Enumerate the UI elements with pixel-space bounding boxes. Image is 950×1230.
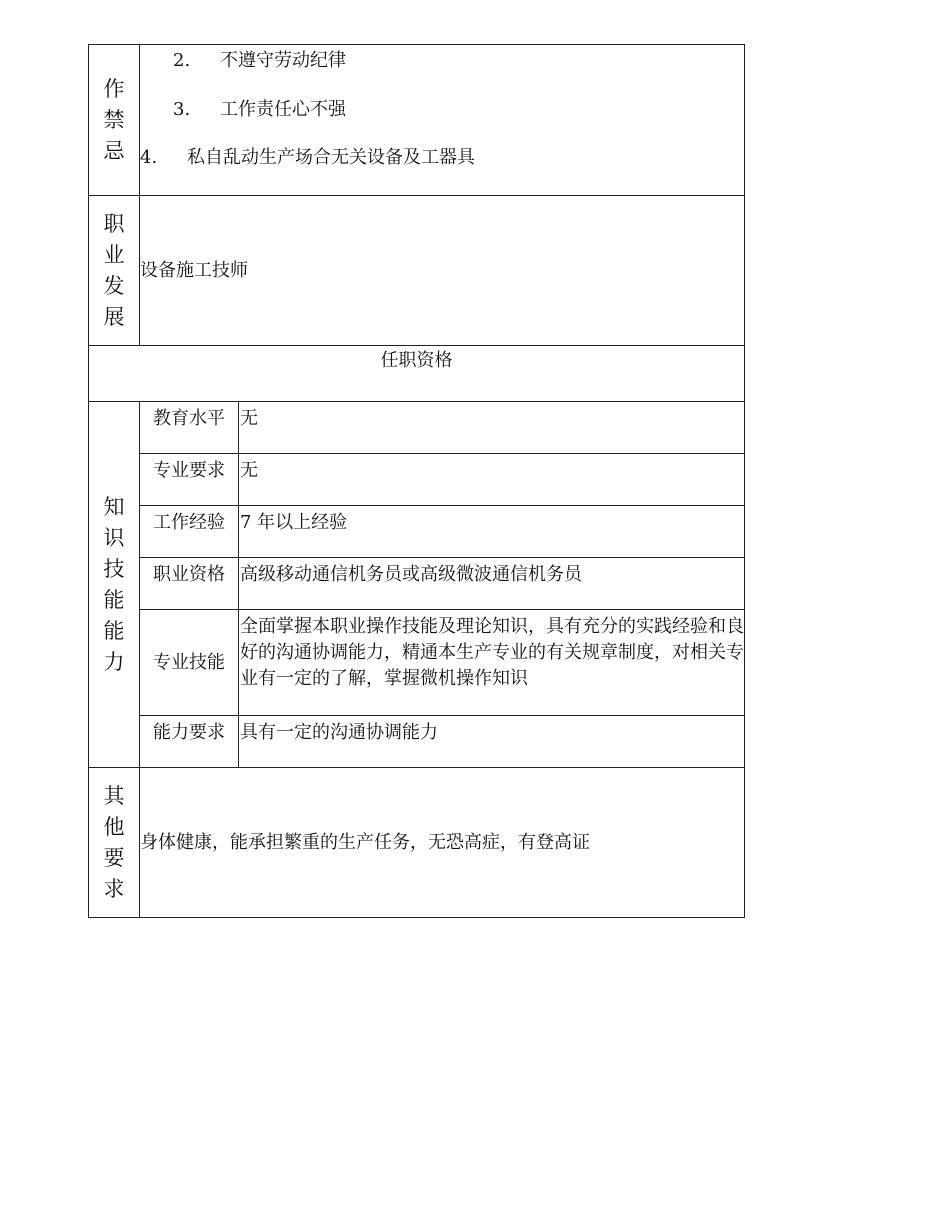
other-label: 其 他 要 求 bbox=[103, 783, 125, 901]
qualification-row bbox=[89, 506, 745, 558]
job-spec-table bbox=[88, 44, 745, 918]
education-value: 无 bbox=[239, 402, 745, 454]
taboo-item: 4. 私自乱动生产场合无关设备及工器具 bbox=[140, 147, 475, 168]
qualification-row bbox=[89, 610, 745, 716]
taboo-label-cell bbox=[89, 45, 140, 196]
ability-requirement-value: 具有一定的沟通协调能力 bbox=[239, 716, 745, 768]
qualification-row bbox=[89, 454, 745, 506]
major-requirement-label: 专业要求 bbox=[140, 454, 239, 506]
knowledge-skill-label-cell bbox=[89, 402, 140, 768]
education-label: 教育水平 bbox=[140, 402, 239, 454]
qualification-row bbox=[89, 558, 745, 610]
other-requirements-row bbox=[89, 768, 745, 918]
other-requirements-text: 身体健康，能承担繁重的生产任务，无恐高症，有登高证 bbox=[140, 768, 745, 918]
qualification-row bbox=[89, 716, 745, 768]
knowledge-skill-label: 知 识 技 能 能 力 bbox=[103, 494, 125, 674]
taboo-row bbox=[89, 45, 745, 196]
taboo-item: 2. 不遵守劳动纪律 bbox=[173, 50, 346, 71]
work-experience-label: 工作经验 bbox=[140, 506, 239, 558]
qualifications-header-row bbox=[89, 346, 745, 402]
qualification-row bbox=[89, 402, 745, 454]
other-label-cell bbox=[89, 768, 140, 918]
major-requirement-value: 无 bbox=[239, 454, 745, 506]
career-text: 设备施工技师 bbox=[140, 196, 745, 346]
professional-skill-label: 专业技能 bbox=[140, 610, 239, 716]
taboo-list bbox=[140, 45, 744, 195]
taboo-item: 3. 工作责任心不强 bbox=[173, 99, 346, 120]
work-experience-value: 7 年以上经验 bbox=[239, 506, 745, 558]
career-label: 职 业 发 展 bbox=[103, 211, 125, 329]
qualifications-title: 任职资格 bbox=[89, 346, 745, 402]
certification-label: 职业资格 bbox=[140, 558, 239, 610]
career-label-cell bbox=[89, 196, 140, 346]
taboo-label: 作 禁 忌 bbox=[103, 76, 125, 163]
ability-requirement-label: 能力要求 bbox=[140, 716, 239, 768]
career-row bbox=[89, 196, 745, 346]
certification-value: 高级移动通信机务员或高级微波通信机务员 bbox=[239, 558, 745, 610]
taboo-content-cell bbox=[140, 45, 745, 196]
professional-skill-value: 全面掌握本职业操作技能及理论知识，具有充分的实践经验和良好的沟通协调能力，精通本生产专业的有关规章制度，对相关专业有一定的了解，掌握微机操作知识 bbox=[239, 610, 745, 716]
job-description-document bbox=[88, 44, 744, 918]
